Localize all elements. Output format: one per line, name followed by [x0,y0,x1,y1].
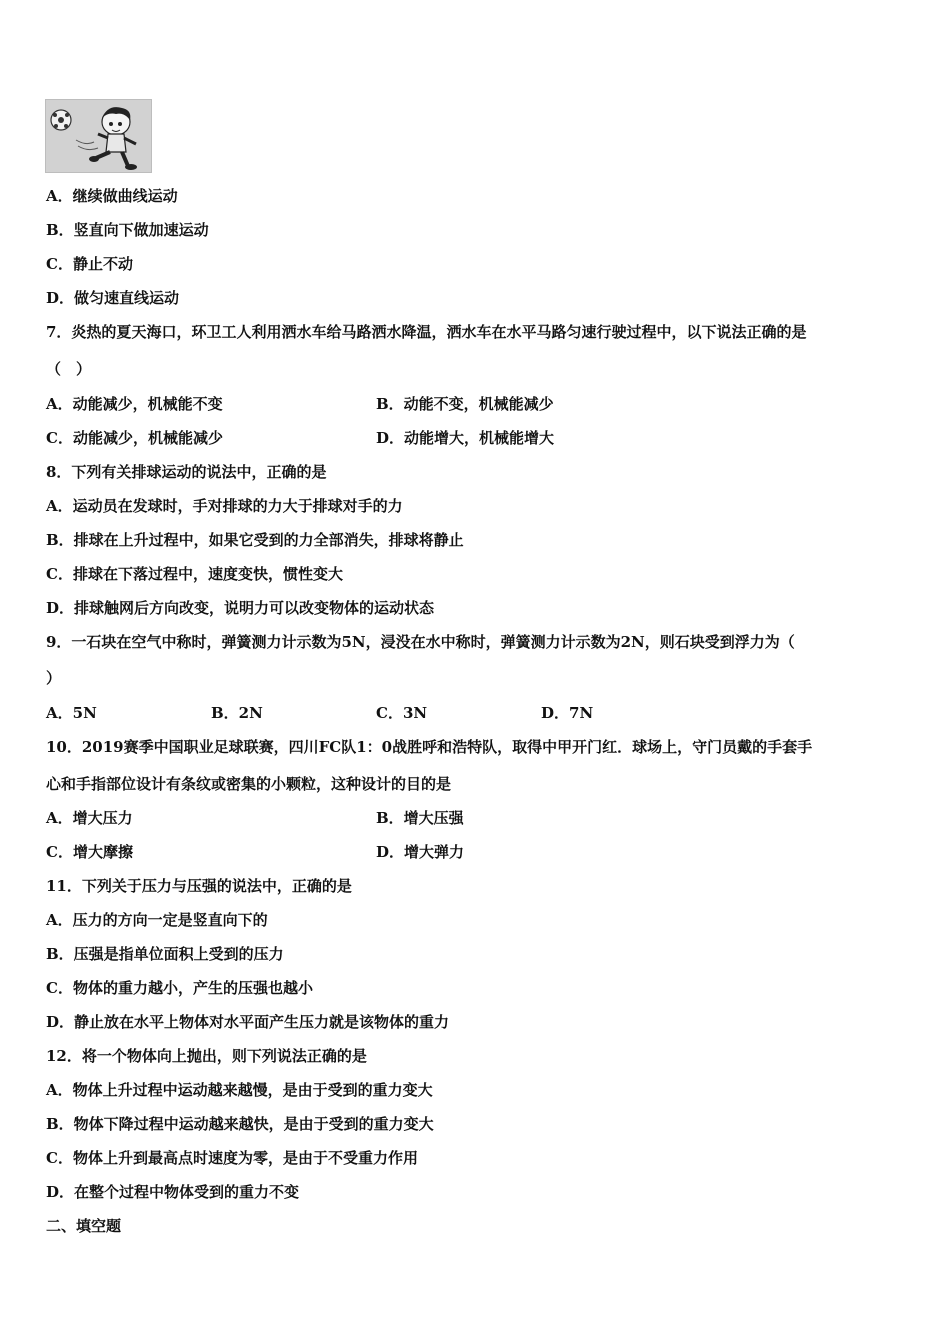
q11-option-b: B．压强是指单位面积上受到的压力 [46,945,284,963]
q12-option-d: D．在整个过程中物体受到的重力不变 [46,1183,300,1201]
q7-stem: 7．炎热的夏天海口，环卫工人利用洒水车给马路洒水降温，洒水车在水平马路匀速行驶过程中，以下说法正确的是 [46,323,807,341]
q6-option-d: D．做匀速直线运动 [46,289,180,307]
q9-option-b: B．2N [211,704,263,722]
q6-option-c: C．静止不动 [46,255,133,273]
q10-option-b: B．增大压强 [376,809,464,827]
soccer-cartoon-icon [46,100,151,172]
q12-option-a: A．物体上升过程中运动越来越慢，是由于受到的重力变大 [46,1081,433,1099]
q8-option-b: B．排球在上升过程中，如果它受到的力全部消失，排球将静止 [46,531,464,549]
q12-option-c: C．物体上升到最高点时速度为零，是由于不受重力作用 [46,1149,418,1167]
q11-stem: 11．下列关于压力与压强的说法中，正确的是 [46,877,352,895]
q7-option-b: B．动能不变，机械能减少 [376,395,554,413]
q6-option-a: A．继续做曲线运动 [46,187,178,205]
q9-stem: 9．一石块在空气中称时，弹簧测力计示数为5N，浸没在水中称时，弹簧测力计示数为2N，则石块受到浮力为（ [46,633,795,651]
soccer-cartoon-figure [45,99,152,173]
q8-stem: 8．下列有关排球运动的说法中，正确的是 [46,463,327,481]
q8-option-c: C．排球在下落过程中，速度变快，惯性变大 [46,565,343,583]
q9-option-d: D．7N [541,704,594,722]
q10-option-a: A．增大压力 [46,809,133,827]
q7-option-c: C．动能减少，机械能减少 [46,429,223,447]
q7-option-a: A．动能减少，机械能不变 [46,395,223,413]
q9-stem-bracket: ） [46,669,62,687]
q7-stem-bracket: （ ） [46,360,92,378]
q12-option-b: B．物体下降过程中运动越来越快，是由于受到的重力变大 [46,1115,434,1133]
q8-option-a: A．运动员在发球时，手对排球的力大于排球对手的力 [46,497,403,515]
q11-option-a: A．压力的方向一定是竖直向下的 [46,911,268,929]
q10-option-d: D．增大弹力 [376,843,465,861]
q10-stem: 10．2019赛季中国职业足球联赛，四川FC队1：0战胜呼和浩特队，取得中甲开门红．球场上，守门员戴的手套手 [46,738,813,756]
q6-option-b: B．竖直向下做加速运动 [46,221,209,239]
q11-option-d: D．静止放在水平上物体对水平面产生压力就是该物体的重力 [46,1013,450,1031]
q10-option-c: C．增大摩擦 [46,843,133,861]
q9-option-c: C．3N [376,704,428,722]
q12-stem: 12．将一个物体向上抛出，则下列说法正确的是 [46,1047,367,1065]
q11-option-c: C．物体的重力越小，产生的压强也越小 [46,979,313,997]
q10-stem-cont: 心和手指部位设计有条纹或密集的小颗粒，这种设计的目的是 [46,775,452,793]
q8-option-d: D．排球触网后方向改变，说明力可以改变物体的运动状态 [46,599,435,617]
section-title: 二、填空题 [46,1217,122,1235]
q9-option-a: A．5N [46,704,97,722]
q7-option-d: D．动能增大，机械能增大 [376,429,555,447]
